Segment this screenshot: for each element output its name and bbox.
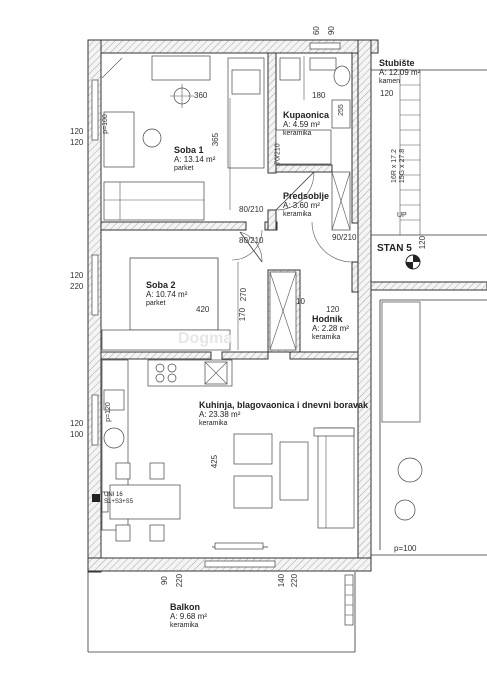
- dim-60: 60: [311, 26, 321, 36]
- dim-360: 360: [194, 91, 208, 100]
- dim-140: 140: [277, 573, 287, 588]
- room-area: A: 12.09 m²: [379, 68, 421, 78]
- dim-170: 170: [238, 307, 248, 322]
- room-floor: keramika: [283, 210, 312, 218]
- room-name: Stubište: [379, 58, 415, 68]
- dim-70-210: 70/210: [274, 143, 282, 165]
- room-hodnik: [312, 314, 349, 342]
- room-area: A: 9.68 m²: [170, 612, 207, 622]
- room-balkon: [170, 602, 207, 630]
- stair-treads: 15G x 27.8: [399, 148, 407, 184]
- room-area: A: 3.60 m²: [283, 201, 320, 211]
- dim-270: 270: [239, 287, 249, 302]
- uni-label: [104, 492, 133, 506]
- room-area: A: 13.14 m²: [174, 155, 216, 165]
- dim-255: 255: [337, 104, 345, 116]
- room-area: A: 10.74 m²: [146, 290, 188, 300]
- dim-220-1: 220: [70, 282, 84, 291]
- dim-365: 365: [211, 132, 221, 147]
- room-name: Predsoblje: [283, 191, 330, 201]
- dim-p100-a: p=100: [101, 114, 109, 134]
- room-floor: parket: [174, 164, 194, 172]
- room-area: A: 23.38 m²: [199, 410, 241, 420]
- dim-425: 425: [210, 454, 220, 469]
- room-area: A: 4.59 m²: [283, 120, 320, 130]
- right-wall: [358, 40, 371, 570]
- room-area: A: 2.28 m²: [312, 324, 349, 334]
- room-soba1: [174, 145, 215, 173]
- room-kuhinja: [199, 400, 368, 428]
- room-floor: keramika: [199, 419, 228, 427]
- room-kupaonica: [283, 110, 329, 138]
- stair-up: UP: [397, 212, 407, 219]
- room-name: Soba 1: [174, 145, 204, 155]
- room-predsoblje: [283, 191, 329, 219]
- room-name: Kupaonica: [283, 110, 330, 120]
- room-soba2: [146, 280, 187, 308]
- dim-120-top: 120: [380, 89, 394, 98]
- dim-220-b: 220: [175, 573, 185, 588]
- room-floor: parket: [146, 299, 166, 307]
- room-name: Kuhinja, blagovaonica i dnevni boravak: [199, 400, 369, 410]
- room-name: Balkon: [170, 602, 201, 612]
- room-floor: kamen: [379, 77, 401, 85]
- dim-p100-b: p=100: [394, 544, 417, 553]
- dim-420: 420: [196, 305, 210, 314]
- dim-120-h: 120: [326, 305, 340, 314]
- stair-risers: 16R x 17.2: [390, 149, 398, 183]
- dim-90-210: 90/210: [332, 233, 357, 242]
- stair-area: [371, 70, 487, 555]
- dim-120-2: 120: [70, 138, 84, 147]
- soba1-furniture: [102, 56, 264, 220]
- balcony: [88, 572, 355, 652]
- dim-100: 100: [70, 430, 84, 439]
- living-furniture: [234, 428, 354, 528]
- dim-180: 180: [312, 91, 326, 100]
- room-name: Soba 2: [146, 280, 176, 290]
- kitchen-furniture: [102, 360, 232, 541]
- dim-120-1: 120: [70, 127, 84, 136]
- dim-80-210-a: 80/210: [239, 205, 264, 214]
- dim-90: 90: [326, 26, 336, 36]
- room-stubiste: [379, 58, 420, 86]
- dim-10: 10: [296, 297, 305, 306]
- dim-80-210-b: 80/210: [239, 236, 264, 245]
- uni-symbol: [92, 494, 100, 502]
- dim-120-4: 120: [70, 419, 84, 428]
- dim-120-3: 120: [70, 271, 84, 280]
- dim-p120: p=120: [104, 402, 112, 422]
- dim-120-r: 120: [418, 235, 428, 250]
- room-floor: keramika: [312, 333, 341, 341]
- uni-sub: S1+S3+S5: [104, 498, 134, 505]
- dim-90-b: 90: [159, 576, 169, 586]
- room-floor: keramika: [170, 621, 199, 629]
- watermark: Dogma: [178, 330, 233, 347]
- room-name: Hodnik: [312, 314, 343, 324]
- unit-label: STAN 5: [377, 243, 412, 254]
- dim-220-c: 220: [290, 573, 300, 588]
- uni-code: UNI 16: [104, 492, 123, 498]
- room-floor: keramika: [283, 129, 312, 137]
